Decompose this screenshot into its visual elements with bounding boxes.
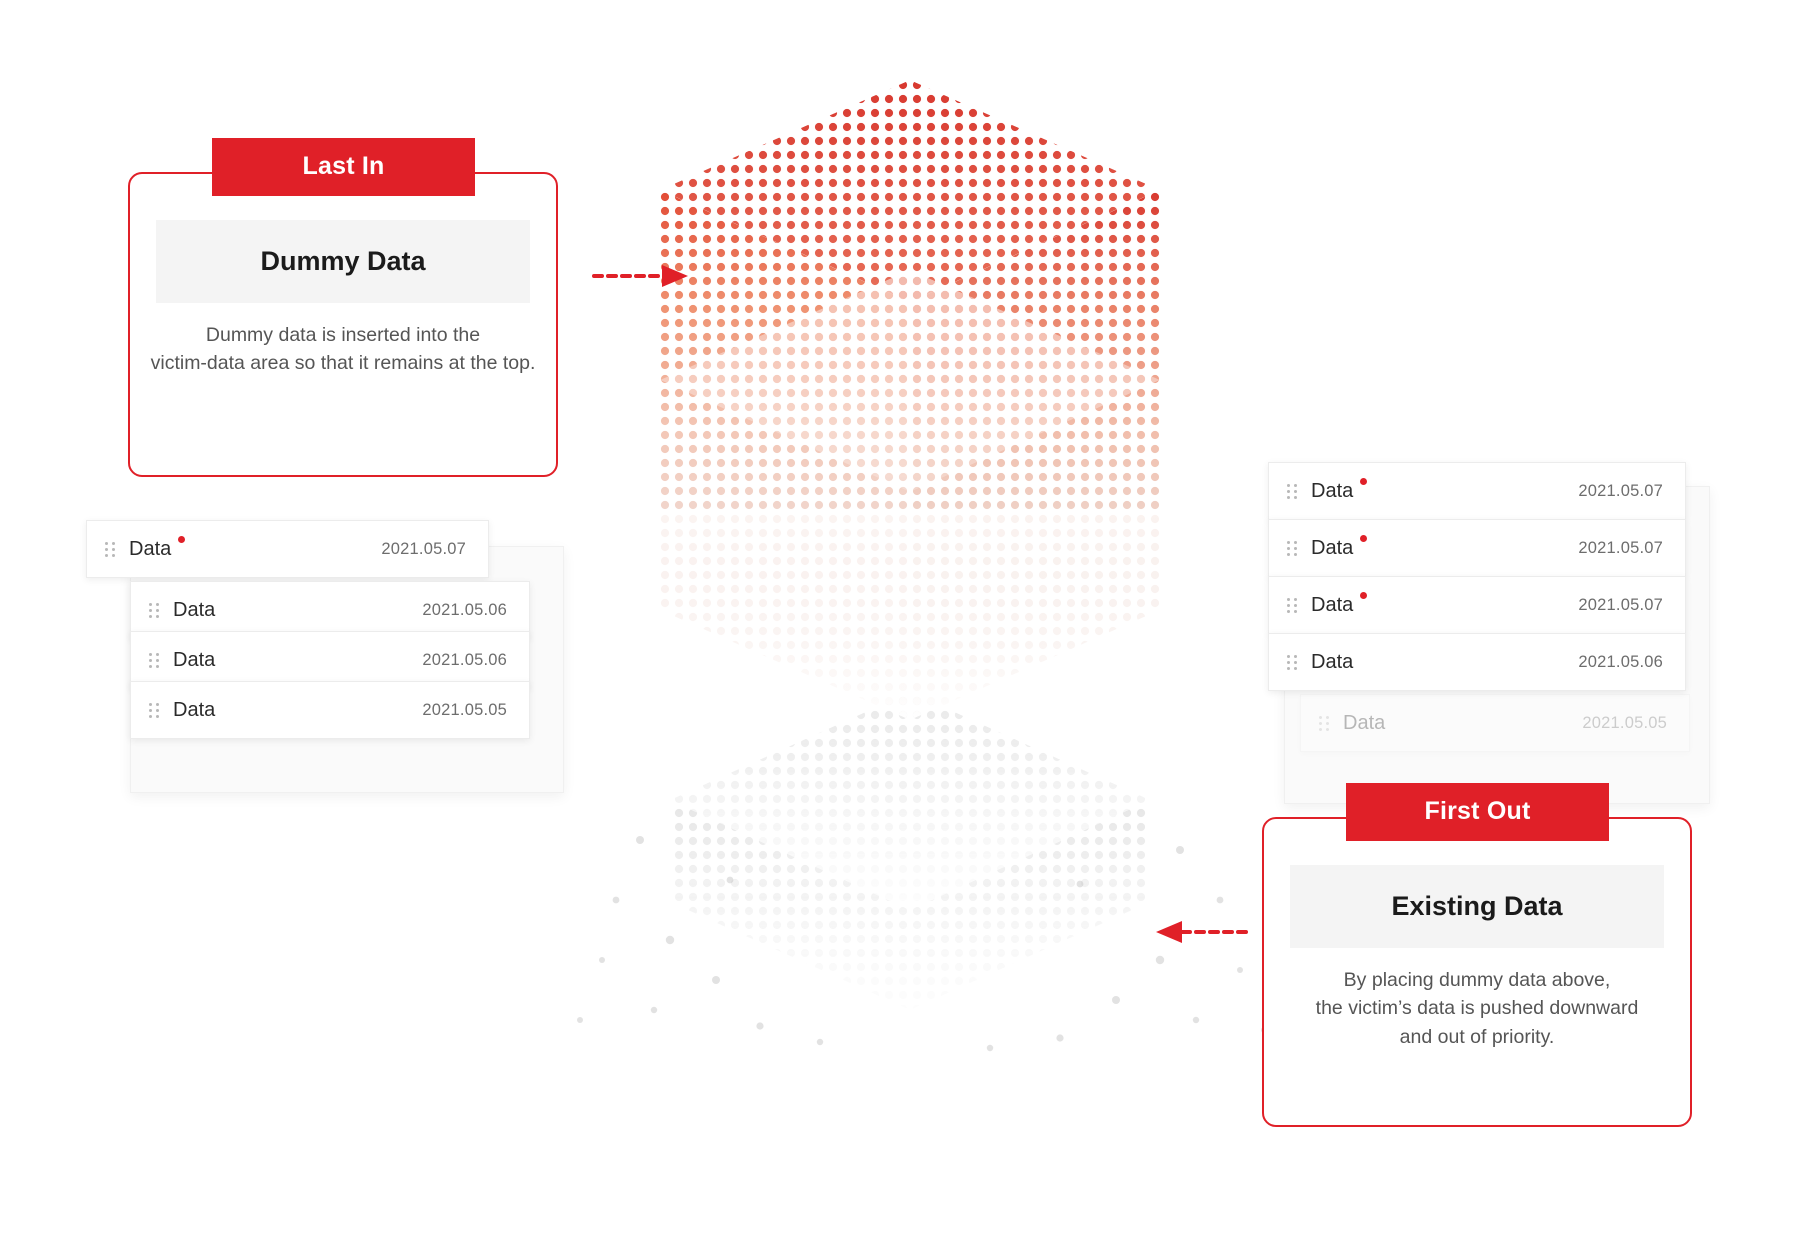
arrow-first-out [1152,918,1252,951]
arrow-last-in [592,262,692,295]
list-item[interactable] [86,520,489,578]
list-item-label: Data [173,698,216,721]
right-stack-rows [1268,462,1686,691]
list-item-label: Data [1311,650,1354,673]
list-item-label: Data [1311,536,1354,559]
callout-last-in-tab: Last In [212,138,475,196]
callout-first-out-heading: Existing Data [1290,865,1664,948]
drag-handle-icon[interactable] [1287,538,1297,558]
list-item-date: 2021.05.05 [1582,713,1667,732]
drag-handle-icon [1319,713,1329,733]
list-item-date: 2021.05.06 [422,600,507,619]
flag-dot-icon [1360,592,1367,599]
flag-dot-icon [1360,478,1367,485]
list-item-date: 2021.05.06 [1578,652,1663,671]
list-item[interactable] [130,681,530,739]
list-item[interactable] [1268,633,1686,691]
drag-handle-icon[interactable] [149,650,159,670]
drag-handle-icon[interactable] [149,700,159,720]
list-item-date: 2021.05.05 [422,700,507,719]
list-item[interactable] [1268,576,1686,634]
list-item-label: Data [1311,593,1354,616]
callout-first-out-body [1264,948,1690,1051]
callout-first-out-body-line-3: and out of priority. [1399,1025,1555,1048]
callout-last-in [128,152,558,477]
callout-first-out-body-line-1: By placing dummy data above, [1343,969,1611,991]
callout-first-out-tab: First Out [1346,783,1609,841]
callout-first-out-body-line-2: the victim’s data is pushed downward [1315,997,1639,1020]
drag-handle-icon[interactable] [105,539,115,559]
drag-handle-icon[interactable] [1287,652,1297,672]
list-item-date: 2021.05.06 [422,650,507,669]
list-item-faded [1300,694,1690,752]
callout-last-in-heading: Dummy Data [156,220,530,303]
list-item[interactable] [1268,519,1686,577]
list-item-date: 2021.05.07 [381,539,466,558]
callout-last-in-body-line-2: victim-data area so that it remains at the top. [150,352,536,375]
list-item-label: Data [173,648,216,671]
drag-handle-icon[interactable] [1287,481,1297,501]
flag-dot-icon [1360,535,1367,542]
list-item-label: Data [1311,479,1354,502]
list-item-date: 2021.05.07 [1578,595,1663,614]
left-stack-rows [130,581,530,739]
list-item-label: Data [1343,711,1386,734]
drag-handle-icon[interactable] [149,600,159,620]
list-item[interactable] [1268,462,1686,520]
callout-first-out [1262,797,1692,1127]
callout-last-in-body [130,303,556,378]
list-item-label: Data [173,598,216,621]
list-item-date: 2021.05.07 [1578,538,1663,557]
list-item-date: 2021.05.07 [1578,481,1663,500]
callout-last-in-body-line-1: Dummy data is inserted into the [205,324,481,346]
list-item-label: Data [129,537,172,560]
flag-dot-icon [178,536,185,543]
drag-handle-icon[interactable] [1287,595,1297,615]
